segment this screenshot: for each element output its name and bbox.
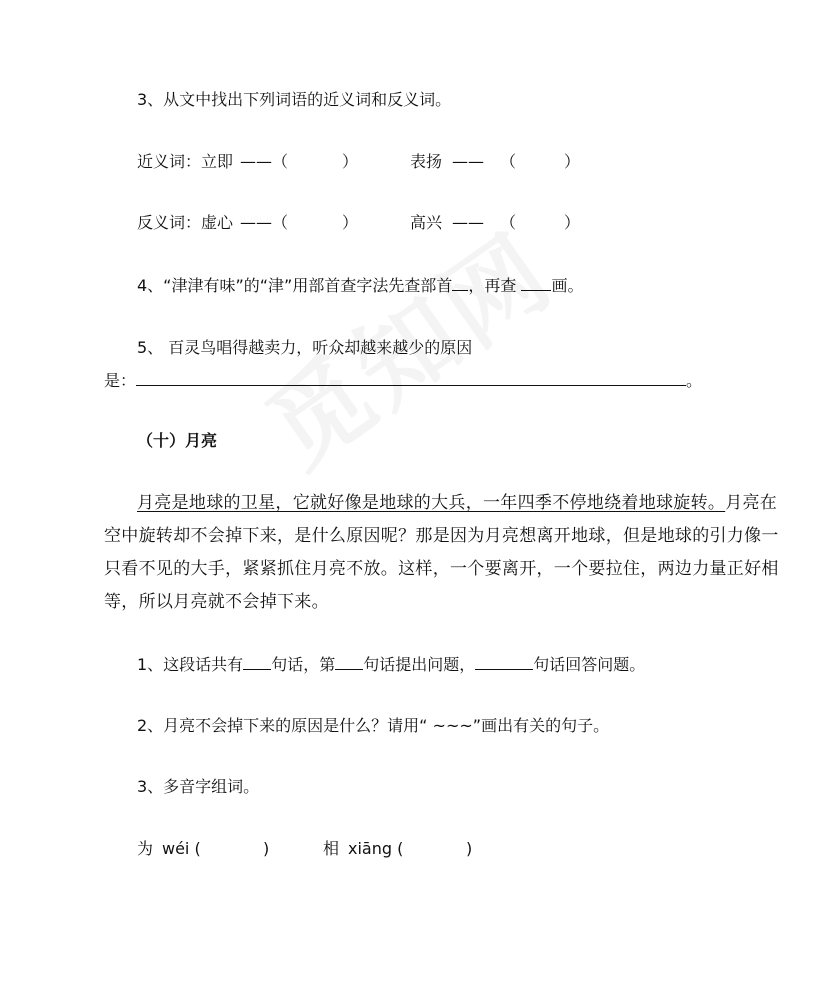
synonym-dash-2: —— (452, 152, 484, 171)
q4-part1: 4、“津津有味”的“津”用部首查字法先查部首 (137, 276, 453, 295)
q5-line2 (104, 369, 702, 392)
word-1-char: 为 (137, 839, 154, 858)
antonym-open-2: （ (500, 213, 517, 232)
q5-suffix: 。 (686, 371, 703, 390)
p1-blank-count[interactable] (243, 653, 271, 670)
q5-answer-blank[interactable] (136, 369, 686, 386)
synonym-label-1: 近义词：立即 (137, 152, 234, 171)
passage-underlined-sentence: 月亮是地球的卫星，它就好像是地球的大兵，一年四季不停地绕着地球旋转。 (137, 493, 726, 513)
antonym-close-1: ） (342, 213, 359, 232)
synonym-dash-1: ——（ (240, 152, 289, 171)
q4-part3: 画。 (551, 276, 584, 295)
antonym-dash-1: ——（ (240, 213, 289, 232)
synonym-close-1: ） (342, 152, 359, 171)
q3-title: 3、从文中找出下列词语的近义词和反义词。 (137, 90, 452, 109)
antonym-label-2: 高兴 (410, 213, 443, 232)
word-2-char: 相 (323, 839, 340, 858)
p1-part3: 句话提出问题， (363, 655, 476, 674)
antonym-dash-2: —— (452, 213, 484, 232)
q5-prefix: 是： (104, 371, 137, 390)
q4-blank-radical[interactable] (452, 274, 468, 291)
synonym-open-2: （ (500, 152, 517, 171)
passage-line-3: 只看不见的大手，紧紧抓住月亮不放。这样，一个要离开，一个要拉住，两边力量正好相 (104, 559, 779, 579)
word-2-pinyin: xiāng ( (348, 839, 404, 858)
p3-title: 3、多音字组词。 (137, 777, 260, 796)
p1-part4: 句话回答问题。 (533, 655, 646, 674)
antonym-label-1: 反义词：虚心 (137, 213, 234, 232)
q4-question (137, 274, 583, 297)
p2-question: 2、月亮不会掉下来的原因是什么？请用“ ~~~”画出有关的句子。 (137, 716, 610, 735)
q4-blank-strokes[interactable] (521, 274, 551, 291)
passage-line-2: 空中旋转却不会掉下来，是什么原因呢？那是因为月亮想离开地球，但是地球的引力像一 (104, 526, 779, 546)
p1-part2: 句话，第 (271, 655, 336, 674)
passage-line-4: 等，所以月亮就不会掉下来。 (104, 592, 329, 612)
antonym-close-2: ） (564, 213, 581, 232)
word-1-close: ) (263, 839, 270, 858)
p1-blank-answer[interactable] (475, 653, 533, 670)
synonym-close-2: ） (564, 152, 581, 171)
q5-line1: 5、 百灵鸟唱得越卖力，听众却越来越少的原因 (137, 338, 473, 357)
section-title: （十）月亮 (137, 431, 218, 450)
passage-line-1-rest: 月亮在 (725, 493, 778, 513)
q4-part2: ，再查 (468, 276, 517, 295)
passage-line-1 (137, 492, 777, 514)
synonym-label-2: 表扬 (410, 152, 443, 171)
p1-blank-question[interactable] (335, 653, 363, 670)
p1-part1: 1、这段话共有 (137, 655, 244, 674)
p1-question (137, 653, 645, 676)
word-1-pinyin: wéi ( (162, 839, 201, 858)
word-2-close: ) (466, 839, 473, 858)
